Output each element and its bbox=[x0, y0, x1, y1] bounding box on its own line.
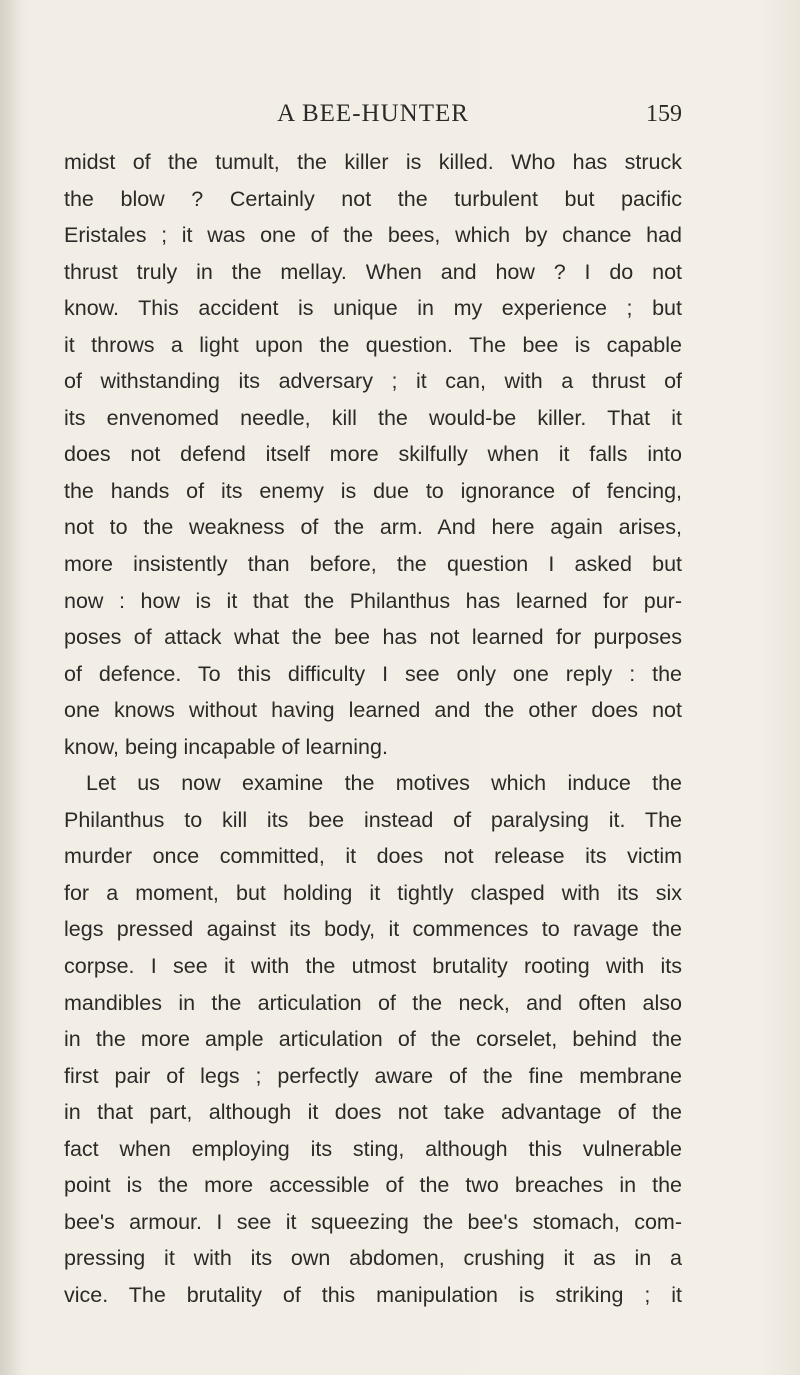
text-line: of withstanding its adversary ; it can, with a thrust of bbox=[64, 369, 682, 394]
text-line: the hands of its enemy is due to ignorance of fencing, bbox=[64, 478, 682, 503]
text-line: Let us now examine the motives which induce the bbox=[86, 771, 682, 796]
text-line: in the more ample articulation of the corselet, behind the bbox=[64, 1027, 682, 1052]
text-line: its envenomed needle, kill the would-be killer. That it bbox=[64, 405, 682, 430]
text-line: first pair of legs ; perfectly aware of the fine membrane bbox=[64, 1063, 682, 1088]
body-text bbox=[64, 144, 682, 1314]
text-line: poses of attack what the bee has not learned for purposes bbox=[64, 625, 682, 650]
text-line: bee's armour. I see it squeezing the bee's stomach, com- bbox=[64, 1209, 682, 1234]
gutter-shadow bbox=[0, 0, 22, 1375]
text-line: fact when employing its sting, although this vulnerable bbox=[64, 1136, 682, 1161]
text-line: midst of the tumult, the killer is killed. Who has struck bbox=[64, 150, 682, 174]
text-line: it throws a light upon the question. The bee is capable bbox=[64, 332, 682, 357]
text-line: point is the more accessible of the two breaches in the bbox=[64, 1173, 682, 1198]
text-line: of defence. To this difficulty I see only one reply : the bbox=[64, 661, 682, 686]
text-line: vice. The brutality of this manipulation is striking ; it bbox=[64, 1282, 682, 1307]
text-line: Eristales ; it was one of the bees, which by chance had bbox=[64, 223, 682, 248]
text-line: the blow ? Certainly not the turbulent but pacific bbox=[64, 186, 682, 211]
running-head bbox=[64, 96, 682, 132]
text-line: does not defend itself more skilfully when it falls into bbox=[64, 442, 682, 467]
text-line: legs pressed against its body, it commences to ravage the bbox=[64, 917, 682, 942]
text-line: know, being incapable of learning. bbox=[64, 734, 388, 759]
text-line: murder once committed, it does not release its victim bbox=[64, 844, 682, 869]
text-line: for a moment, but holding it tightly clasped with its six bbox=[64, 880, 682, 905]
text-line: in that part, although it does not take advantage of the bbox=[64, 1100, 682, 1125]
text-line: Philanthus to kill its bee instead of paralysing it. The bbox=[64, 807, 682, 832]
page-number: 159 bbox=[646, 101, 682, 127]
text-line: now : how is it that the Philanthus has learned for pur- bbox=[64, 588, 682, 613]
text-line: know. This accident is unique in my experience ; but bbox=[64, 296, 682, 321]
text-line: mandibles in the articulation of the neck, and often also bbox=[64, 990, 682, 1015]
text-line: not to the weakness of the arm. And here again arises, bbox=[64, 515, 682, 540]
text-line: corpse. I see it with the utmost brutality rooting with its bbox=[64, 954, 682, 979]
text-line: more insistently than before, the question I asked but bbox=[64, 552, 682, 577]
running-title: A BEE-HUNTER bbox=[277, 100, 469, 127]
text-line: thrust truly in the mellay. When and how ? I do not bbox=[64, 259, 682, 284]
text-line: one knows without having learned and the other does not bbox=[64, 698, 682, 723]
text-line: pressing it with its own abdomen, crushing it as in a bbox=[64, 1246, 682, 1271]
